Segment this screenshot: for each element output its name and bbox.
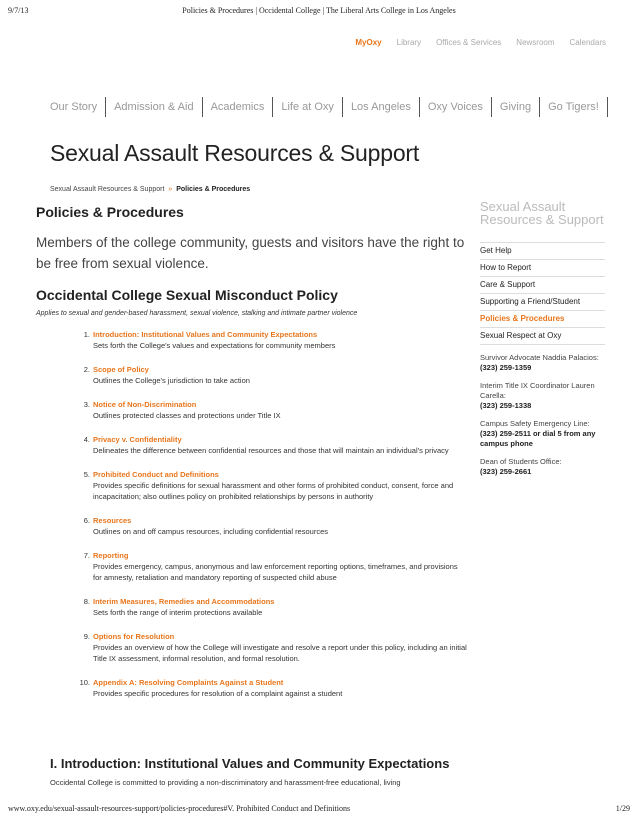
toc-link[interactable]: Options for Resolution: [93, 632, 175, 641]
contact-label: Dean of Students Office:: [480, 457, 562, 466]
policy-subtitle: Applies to sexual and gender-based harassment, sexual violence, stalking and intimate partner violence: [36, 310, 358, 317]
toc-item: [36, 399, 468, 421]
contact-label: Campus Safety Emergency Line:: [480, 419, 590, 428]
toc-number: 8.: [83, 597, 90, 606]
toc-item: [36, 329, 468, 351]
policy-toc: [36, 329, 468, 699]
toc-description: Outlines protected classes and protections under Title IX: [93, 411, 281, 420]
contact-label: Interim Title IX Coordinator Lauren Carella:: [480, 381, 595, 400]
utility-link-calendars[interactable]: Calendars: [569, 38, 606, 47]
toc-number: 3.: [83, 400, 90, 409]
print-page-number: 1/29: [615, 804, 630, 813]
toc-description: Provides specific definitions for sexual harassment and other forms of prohibited conduct, consent, force and incapacitation; also outlines policy on prohibited relationships by persons in authority: [93, 481, 454, 501]
sidebar-item-get-help[interactable]: Get Help: [480, 243, 605, 260]
toc-description: Sets forth the range of interim protections available: [93, 608, 263, 617]
toc-number: 4.: [83, 435, 90, 444]
sidebar-title: Sexual Assault Resources & Support: [480, 199, 604, 227]
main-nav-admission-aid[interactable]: Admission & Aid: [106, 97, 202, 117]
toc-number: 9.: [83, 632, 90, 641]
print-header: [8, 6, 630, 18]
toc-link[interactable]: Reporting: [93, 551, 129, 560]
main-nav-go-tigers[interactable]: Go Tigers!: [540, 97, 608, 117]
toc-link[interactable]: Interim Measures, Remedies and Accommodations: [93, 597, 275, 606]
toc-item: [36, 596, 468, 618]
toc-link[interactable]: Prohibited Conduct and Definitions: [93, 470, 219, 479]
utility-link-newsroom[interactable]: Newsroom: [516, 38, 555, 47]
contact-phone[interactable]: (323) 259-1338: [480, 401, 532, 410]
print-page-title: Policies & Procedures | Occidental College | The Liberal Arts College in Los Angeles: [182, 6, 456, 15]
toc-description: Delineates the difference between confidential resources and those that will maintain an individual's privacy: [93, 446, 449, 455]
main-nav-oxy-voices[interactable]: Oxy Voices: [420, 97, 492, 117]
toc-number: 10.: [79, 678, 90, 687]
utility-link-offices-services[interactable]: Offices & Services: [436, 38, 502, 47]
contact-phone[interactable]: (323) 259-2661: [480, 467, 532, 476]
contact-phone[interactable]: (323) 259-1359: [480, 363, 532, 372]
sidebar-nav: [480, 242, 605, 345]
section-heading: Policies & Procedures: [36, 204, 184, 220]
contact-label: Survivor Advocate Naddia Palacios:: [480, 353, 599, 362]
main-nav-academics[interactable]: Academics: [203, 97, 274, 117]
breadcrumb-parent-link[interactable]: Sexual Assault Resources & Support: [50, 186, 165, 193]
main-nav-life-at-oxy[interactable]: Life at Oxy: [273, 97, 343, 117]
sidebar-item-policies-procedures[interactable]: Policies & Procedures: [480, 311, 605, 328]
policy-heading: Occidental College Sexual Misconduct Policy: [36, 287, 338, 303]
breadcrumb-separator: »: [168, 186, 173, 193]
main-nav: [50, 97, 608, 117]
toc-item: [36, 515, 468, 537]
sidebar-item-how-to-report[interactable]: How to Report: [480, 260, 605, 277]
toc-link[interactable]: Notice of Non-Discrimination: [93, 400, 197, 409]
main-content: [36, 204, 468, 712]
utility-nav: [355, 38, 606, 47]
toc-item: [36, 631, 468, 664]
intro-heading: I. Introduction: Institutional Values and Community Expectations: [50, 756, 450, 771]
toc-number: 2.: [83, 365, 90, 374]
print-url: www.oxy.edu/sexual-assault-resources-support/policies-procedures#V. Prohibited Conduct and Definitions: [8, 804, 351, 813]
toc-item: [36, 469, 468, 502]
toc-link[interactable]: Resources: [93, 516, 132, 525]
toc-description: Provides an overview of how the College will investigate and resolve a report under this policy, including an initial Title IX assessment, informal resolution, and formal resolution.: [93, 643, 467, 663]
toc-description: Outlines on and off campus resources, including confidential resources: [93, 527, 328, 536]
lede-paragraph: Members of the college community, guests and visitors have the right to be free from sexual violence.: [36, 235, 465, 271]
main-nav-giving[interactable]: Giving: [492, 97, 540, 117]
intro-paragraph: Occidental College is committed to providing a non-discriminatory and harassment-free educational, living: [50, 778, 401, 787]
contact-block: [480, 381, 605, 411]
sidebar-item-care-support[interactable]: Care & Support: [480, 277, 605, 294]
contact-phone[interactable]: (323) 259-2511 or dial 5 from any campus phone: [480, 429, 596, 448]
toc-number: 5.: [83, 470, 90, 479]
toc-item: [36, 434, 468, 456]
toc-item: [36, 364, 468, 386]
toc-description: Provides emergency, campus, anonymous and law enforcement reporting options, timeframes, and provisions for amnesty, retaliation and mandatory reporting of suspected child abuse: [93, 562, 458, 582]
contact-block: [480, 353, 605, 373]
breadcrumb-current: Policies & Procedures: [176, 186, 251, 193]
toc-description: Outlines the College's jurisdiction to take action: [93, 376, 250, 385]
contact-block: [480, 419, 605, 449]
toc-description: Sets forth the College's values and expectations for community members: [93, 341, 336, 350]
toc-link[interactable]: Appendix A: Resolving Complaints Against a Student: [93, 678, 284, 687]
print-footer: [8, 804, 630, 816]
sidebar-item-supporting-friend[interactable]: Supporting a Friend/Student: [480, 294, 605, 311]
utility-link-myoxy[interactable]: MyOxy: [355, 38, 382, 47]
toc-number: 7.: [83, 551, 90, 560]
sidebar: [480, 200, 605, 485]
main-nav-our-story[interactable]: Our Story: [50, 97, 106, 117]
toc-description: Provides specific procedures for resolution of a complaint against a student: [93, 689, 343, 698]
toc-item: [36, 550, 468, 583]
toc-link[interactable]: Privacy v. Confidentiality: [93, 435, 182, 444]
page-title: Sexual Assault Resources & Support: [50, 140, 420, 166]
toc-link[interactable]: Scope of Policy: [93, 365, 149, 374]
main-nav-los-angeles[interactable]: Los Angeles: [343, 97, 420, 117]
utility-link-library[interactable]: Library: [396, 38, 422, 47]
print-date: 9/7/13: [8, 6, 29, 15]
breadcrumb: [50, 186, 250, 193]
toc-link[interactable]: Introduction: Institutional Values and Community Expectations: [93, 330, 318, 339]
contact-block: [480, 457, 605, 477]
toc-number: 1.: [83, 330, 90, 339]
sidebar-item-sexual-respect[interactable]: Sexual Respect at Oxy: [480, 328, 605, 345]
toc-item: [36, 677, 468, 699]
toc-number: 6.: [83, 516, 90, 525]
